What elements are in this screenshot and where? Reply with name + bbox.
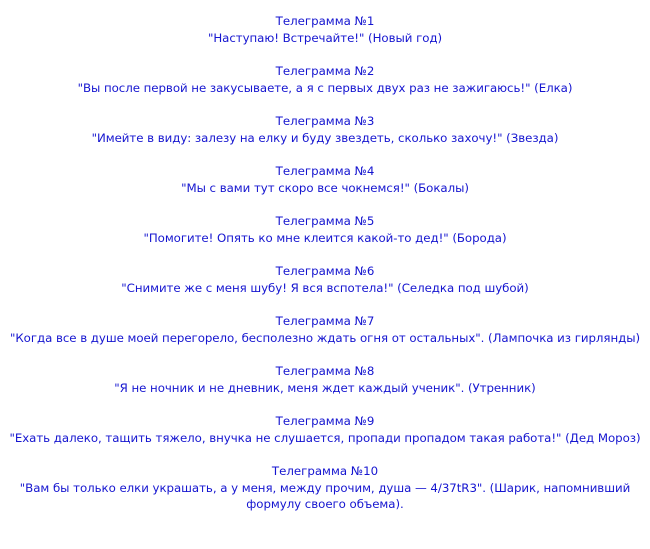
telegram-title: Телеграмма №7 — [275, 314, 375, 328]
telegram-text: "Снимите же с меня шубу! Я вся вспотела!" (Селедка под шубой) — [121, 280, 529, 295]
telegram-title: Телеграмма №1 — [275, 14, 375, 28]
telegram-text: "Я не ночник и не дневник, меня ждет каждый ученик". (Утренник) — [114, 380, 536, 395]
telegram-title: Телеграмма №6 — [275, 264, 375, 278]
telegram-block — [0, 113, 650, 146]
telegram-title: Телеграмма №3 — [275, 114, 375, 128]
telegram-block — [0, 463, 650, 513]
telegram-title: Телеграмма №5 — [275, 214, 375, 228]
telegram-title: Телеграмма №10 — [271, 464, 379, 478]
telegram-title: Телеграмма №4 — [275, 164, 375, 178]
telegram-block — [0, 63, 650, 96]
telegram-text: "Помогите! Опять ко мне клеится какой-то дед!" (Борода) — [143, 230, 507, 245]
telegram-document — [0, 13, 650, 530]
telegram-text: "Мы с вами тут скоро все чокнемся!" (Бокалы) — [181, 180, 469, 195]
telegram-block — [0, 413, 650, 446]
telegram-title: Телеграмма №2 — [275, 64, 375, 78]
telegram-block — [0, 363, 650, 396]
telegram-block — [0, 13, 650, 46]
telegram-text: "Ехать далеко, тащить тяжело, внучка не слушается, пропади пропадом такая работа!" (Дед Мороз) — [9, 430, 641, 445]
telegram-title: Телеграмма №8 — [275, 364, 375, 378]
telegram-text: "Наступаю! Встречайте!" (Новый год) — [207, 30, 443, 45]
telegram-title: Телеграмма №9 — [275, 414, 375, 428]
telegram-block — [0, 313, 650, 346]
telegram-block — [0, 163, 650, 196]
telegram-block — [0, 263, 650, 296]
telegram-text: "Вы после первой не закусываете, а я с первых двух раз не зажигаюсь!" (Елка) — [77, 80, 573, 95]
telegram-text: "Вам бы только елки украшать, а у меня, между прочим, душа — 4/37tR3". (Шарик, напомнивший формулу своего объема). — [19, 480, 631, 511]
telegram-text: "Когда все в душе моей перегорело, бесполезно ждать огня от остальных". (Лампочка из гирлянды) — [9, 330, 641, 345]
telegram-block — [0, 213, 650, 246]
telegram-text: "Имейте в виду: залезу на елку и буду звездеть, сколько захочу!" (Звезда) — [91, 130, 559, 145]
